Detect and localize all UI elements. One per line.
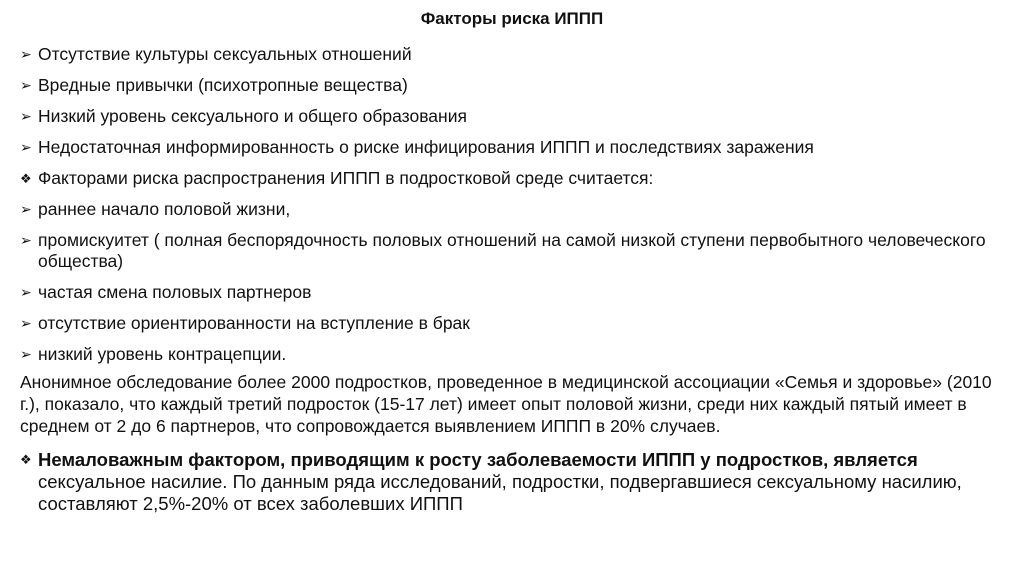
list-item (20, 282, 1010, 303)
arrow-bullet-icon: ➢ (20, 346, 32, 362)
list-item-text (38, 449, 1010, 515)
list-item-text: Вредные привычки (психотропные вещества) (38, 75, 408, 95)
list-item (20, 449, 1010, 515)
arrow-bullet-icon: ➢ (20, 232, 32, 248)
arrow-bullet-icon: ➢ (20, 315, 32, 331)
list-item (20, 75, 1010, 96)
diamond-bullet-icon: ❖ (20, 452, 32, 467)
emphasis-text: Немаловажным фактором, приводящим к росту заболеваемости ИППП у подростков, является (38, 449, 918, 470)
list-item-text: низкий уровень контрацепции. (38, 344, 287, 364)
list-item (20, 230, 1010, 272)
list-item (20, 106, 1010, 127)
arrow-bullet-icon: ➢ (20, 139, 32, 155)
list-item-text: отсутствие ориентированности на вступление в брак (38, 313, 470, 333)
diamond-bullet-icon: ❖ (20, 171, 32, 186)
list-item (20, 137, 1010, 158)
list-item-text: Недостаточная информированность о риске инфицирования ИППП и последствиях заражения (38, 137, 814, 157)
list-item-text: Низкий уровень сексуального и общего образования (38, 106, 467, 126)
slide-content (20, 44, 1010, 515)
list-item (20, 313, 1010, 334)
arrow-bullet-icon: ➢ (20, 201, 32, 217)
list-item (20, 344, 1010, 365)
list-item (20, 168, 1010, 189)
survey-paragraph: Анонимное обследование более 2000 подростков, проведенное в медицинской ассоциации «Семья и здоровье» (2010 г.), показало, что каждый третий подросток (15-17 лет) имеет опыт половой жизни, среди них каждый пятый имеет в среднем от 2 до 6 партнеров, что сопровождается выявлением ИППП в 20% случаев. (20, 372, 992, 436)
slide-title: Факторы риска ИППП (420, 9, 604, 28)
arrow-bullet-icon: ➢ (20, 46, 32, 62)
continuation-text: сексуальное насилие. По данным ряда исследований, подростки, подвергавшиеся сексуальному насилию, составляют 2,5%-20% от всех заболевших ИППП (38, 471, 962, 514)
list-item-text: Отсутствие культуры сексуальных отношений (38, 44, 412, 64)
list-item-text: Факторами риска распространения ИППП в подростковой среде считается: (38, 168, 654, 188)
arrow-bullet-icon: ➢ (20, 77, 32, 93)
arrow-bullet-icon: ➢ (20, 108, 32, 124)
list-item-text: раннее начало половой жизни, (38, 199, 291, 219)
list-item (20, 199, 1010, 220)
list-item-text: частая смена половых партнеров (38, 282, 312, 302)
list-item (20, 44, 1010, 65)
list-item-text: промискуитет ( полная беспорядочность половых отношений на самой низкой ступени первобытного человеческого общества) (38, 230, 986, 271)
arrow-bullet-icon: ➢ (20, 284, 32, 300)
